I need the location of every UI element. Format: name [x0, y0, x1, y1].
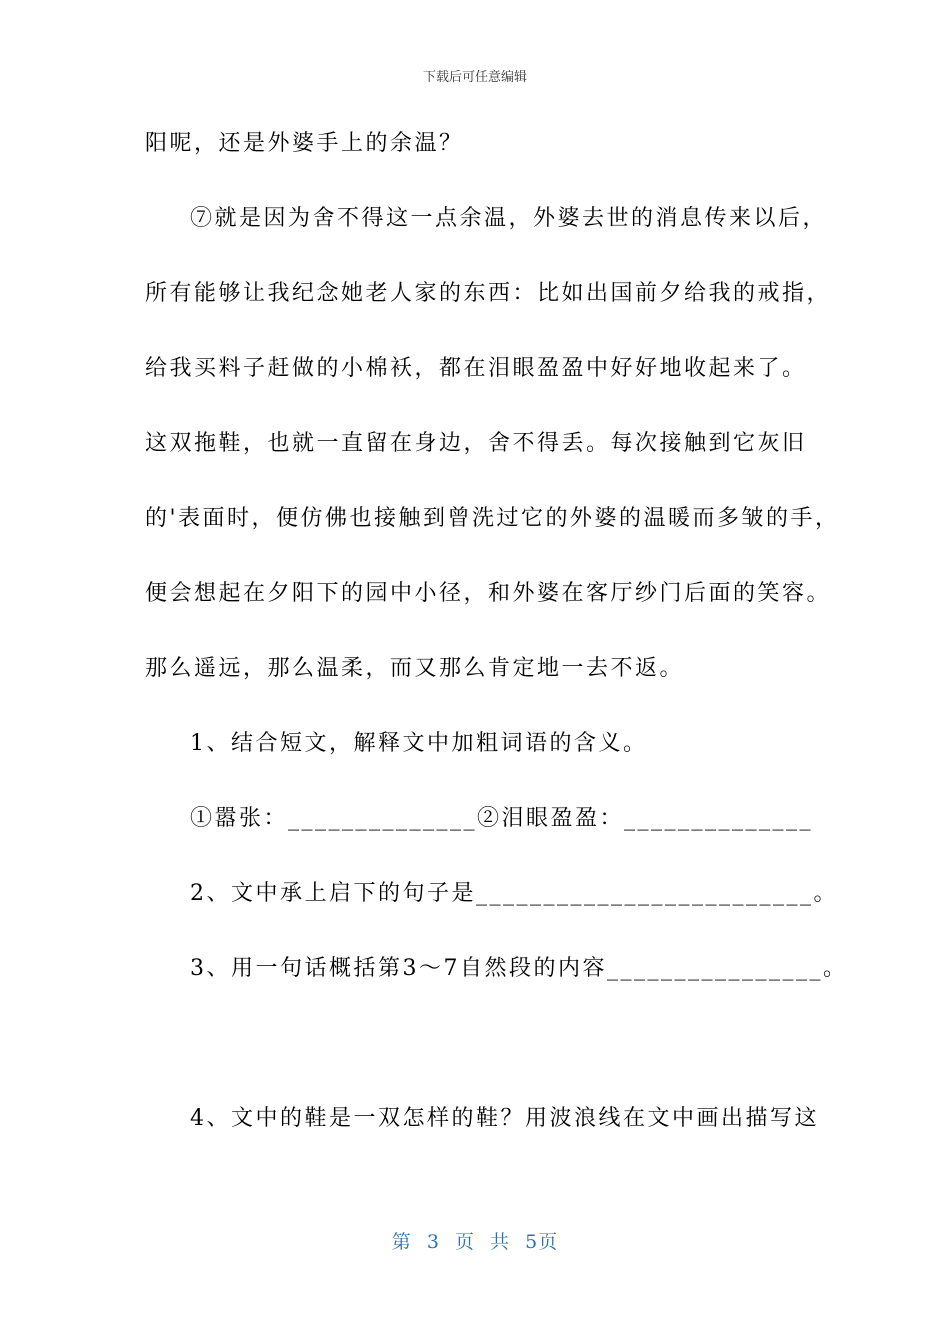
- passage-line: 这双拖鞋，也就一直留在身边，舍不得丢。每次接触到它灰旧: [145, 431, 807, 456]
- footer-label-prefix: 第: [391, 1231, 412, 1253]
- question-2: 2、文中承上启下的句子是_________________________。: [190, 881, 838, 906]
- question-3: 3、用一句话概括第3～7自然段的内容________________。: [190, 956, 848, 981]
- question-1-items: ①嚣张：______________②泪眼盈盈：______________: [190, 806, 814, 831]
- footer-label-mid: 页: [454, 1231, 475, 1253]
- passage-line: ⑦就是因为舍不得这一点余温，外婆去世的消息传来以后，: [190, 206, 828, 231]
- page-footer: [0, 1227, 950, 1254]
- footer-total-prefix: 共: [490, 1231, 511, 1253]
- passage-line: 那么遥远，那么温柔，而又那么肯定地一去不返。: [145, 656, 685, 681]
- question-4: 4、文中的鞋是一双怎样的鞋？用波浪线在文中画出描写这: [190, 1106, 819, 1131]
- page-header: 下载后可任意编辑: [422, 70, 527, 85]
- passage-line: 阳呢，还是外婆手上的余温？: [145, 131, 464, 156]
- passage-line: 所有能够让我纪念她老人家的东西：比如出国前夕给我的戒指，: [145, 281, 832, 306]
- passage-line: 给我买料子赶做的小棉袄，都在泪眼盈盈中好好地收起来了。: [145, 356, 807, 381]
- footer-total-pages: 5页: [525, 1231, 559, 1253]
- passage-line: 的'表面时，便仿佛也接触到曾洗过它的外婆的温暖而多皱的手，: [145, 506, 840, 531]
- question-1: 1、结合短文，解释文中加粗词语的含义。: [190, 731, 648, 756]
- passage-line: 便会想起在夕阳下的园中小径，和外婆在客厅纱门后面的笑容。: [145, 581, 832, 606]
- footer-page-number: 3: [426, 1231, 440, 1253]
